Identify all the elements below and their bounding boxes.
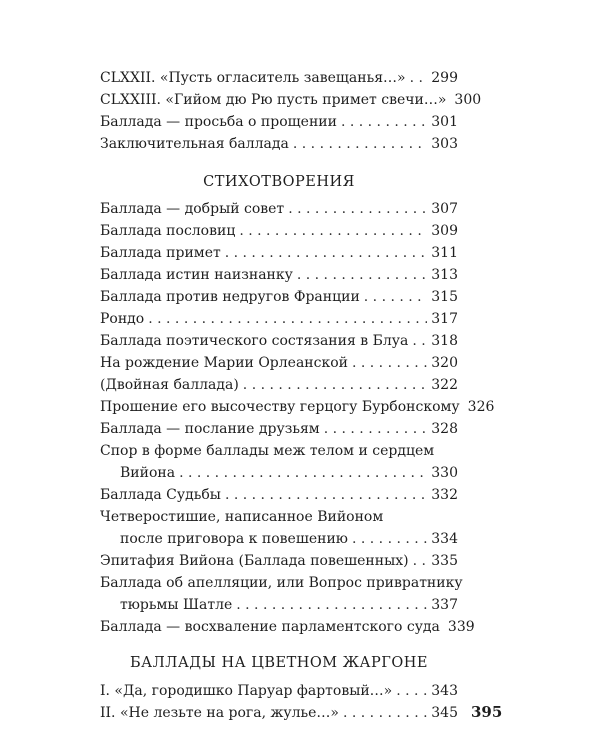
toc-entry: Баллада поэтического состязания в Блуа . . . 318 (100, 330, 458, 352)
toc-entry: Баллада — просьба о прощении . . . 301 (100, 111, 458, 133)
toc-entry: Баллада примет . . . 311 (100, 242, 458, 264)
toc-entry: I. «Да, городишко Паруар фартовый…» . . . 343 (100, 680, 458, 702)
toc-entry: Баллада истин наизнанку . . . 313 (100, 264, 458, 286)
toc-entry: Баллада — восхваление парламентского суда 339 (100, 619, 475, 635)
toc-entry: На рождение Марии Орлеанской . . . 320 (100, 352, 458, 374)
toc-entry: II. «Не лезьте на рога, жулье…» . . . 345 (100, 702, 458, 724)
toc-entry: Рондо . . . 317 (100, 308, 458, 330)
toc-entry: Заключительная баллада . . . 303 (100, 133, 458, 155)
toc-entry: Баллада Судьбы . . . 332 (100, 484, 458, 506)
toc-entry: Баллада — добрый совет . . . 307 (100, 198, 458, 220)
toc-entry: CLXXII. «Пусть огласитель завещанья…» . . . 299 (100, 67, 458, 89)
toc-entry: Четверостишие, написанное Вийоном после приговора к повешению . . . 334 (100, 506, 458, 550)
toc-entry: Баллада об апелляции, или Вопрос привратнику тюрьмы Шатле . . . 337 (100, 572, 458, 616)
page-number: 395 (471, 703, 503, 721)
toc-entry: (Двойная баллада) . . . 322 (100, 374, 458, 396)
toc-entry: Эпитафия Вийона (Баллада повешенных) . . . 335 (100, 550, 458, 572)
toc-entry: Баллада против недругов Франции . . . 315 (100, 286, 458, 308)
section-heading: БАЛЛАДЫ НА ЦВЕТНОМ ЖАРГОНЕ (129, 655, 428, 671)
toc-entry: CLXXIII. «Гийом дю Рю пусть примет свечи…» 300 (100, 92, 482, 108)
section-heading: СТИХОТВОРЕНИЯ (203, 174, 355, 190)
toc-entry: Спор в форме баллады меж телом и сердцем Вийона . . . 330 (100, 440, 458, 484)
toc-entry: Прошение его высочеству герцогу Бурбонскому 326 (100, 399, 495, 415)
toc-entry: Баллада — послание друзьям . . . 328 (100, 418, 458, 440)
toc-entry: Баллада пословиц . . . 309 (100, 220, 458, 242)
